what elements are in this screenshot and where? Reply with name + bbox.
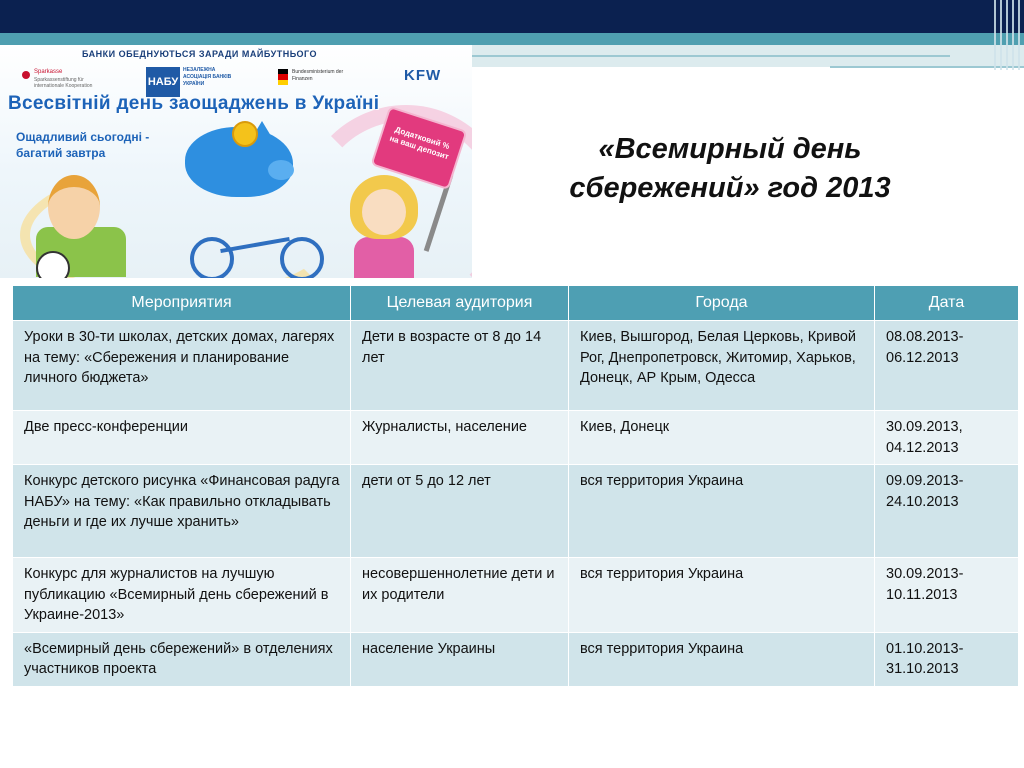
cell-event: Две пресс-конференции bbox=[13, 411, 351, 465]
sparkasse-icon bbox=[22, 71, 30, 79]
bundesministerium-logo-text: Bundesministerium der Finanzen bbox=[292, 69, 344, 82]
nabu-logo: НАБУ bbox=[146, 67, 180, 97]
sparkasse-logo-subtext: Sparkassenstiftung für internationale Kooperation bbox=[34, 77, 93, 89]
column-header-cities: Города bbox=[569, 286, 875, 321]
deposit-sign-text: Додатковий % на ваш депозит bbox=[388, 124, 451, 162]
header-line bbox=[470, 55, 950, 57]
cell-cities: вся территория Украина bbox=[569, 465, 875, 558]
cell-event: Конкурс детского рисунка «Финансовая радуга НАБУ» на тему: «Как правильно откладывать деньги и где их лучше хранить» bbox=[13, 465, 351, 558]
cell-date: 30.09.2013, 04.12.2013 bbox=[875, 411, 1019, 465]
table-row bbox=[13, 558, 1019, 633]
sparkasse-logo-text: Sparkasse bbox=[34, 69, 63, 75]
piggy-bank-snout bbox=[268, 160, 294, 180]
cell-event: «Всемирный день сбережений» в отделениях участников проекта bbox=[13, 632, 351, 686]
poster-slogan: Ощадливий сьогодні - багатий завтра bbox=[16, 130, 150, 160]
slide-title: «Всемирный день сбережений» год 2013 bbox=[569, 133, 891, 204]
cell-date: 01.10.2013-31.10.2013 bbox=[875, 632, 1019, 686]
cell-audience: население Украины bbox=[351, 632, 569, 686]
table-row bbox=[13, 411, 1019, 465]
column-header-date: Дата bbox=[875, 286, 1019, 321]
cell-audience: дети от 5 до 12 лет bbox=[351, 465, 569, 558]
coin-icon bbox=[232, 121, 258, 147]
cell-cities: Киев, Донецк bbox=[569, 411, 875, 465]
cell-cities: Киев, Вышгород, Белая Церковь, Кривой Рог, Днепропетровск, Житомир, Харьков, Донецк, АР Крым, Одесса bbox=[569, 321, 875, 411]
header-band-navy bbox=[0, 0, 1024, 33]
column-header-events: Мероприятия bbox=[13, 286, 351, 321]
header-band-teal bbox=[0, 33, 1024, 45]
sparkasse-logo bbox=[0, 63, 110, 93]
cell-cities: вся территория Украина bbox=[569, 558, 875, 633]
header-stripes bbox=[992, 0, 1024, 70]
table-row bbox=[13, 321, 1019, 411]
cell-cities: вся территория Украина bbox=[569, 632, 875, 686]
nabu-logo-text: НЕЗАЛЕЖНА АСОЦІАЦІЯ БАНКІВ УКРАЇНИ bbox=[183, 67, 232, 87]
column-header-audience: Целевая аудитория bbox=[351, 286, 569, 321]
girl-illustration bbox=[340, 175, 450, 278]
table-row bbox=[13, 465, 1019, 558]
cell-event: Уроки в 30-ти школах, детских домах, лагерях на тему: «Сбережения и планирование личного бюджета» bbox=[13, 321, 351, 411]
cell-audience: Дети в возрасте от 8 до 14 лет bbox=[351, 321, 569, 411]
cell-date: 09.09.2013-24.10.2013 bbox=[875, 465, 1019, 558]
soccer-ball-icon bbox=[36, 251, 70, 278]
cell-date: 30.09.2013-10.11.2013 bbox=[875, 558, 1019, 633]
poster-image bbox=[0, 45, 472, 278]
table-header-row bbox=[13, 286, 1019, 321]
table-row bbox=[13, 632, 1019, 686]
cell-audience: Журналисты, население bbox=[351, 411, 569, 465]
cell-date: 08.08.2013-06.12.2013 bbox=[875, 321, 1019, 411]
german-flag-icon bbox=[278, 69, 288, 85]
bicycle-icon bbox=[190, 223, 330, 278]
cell-event: Конкурс для журналистов на лучшую публикацию «Всемирный день сбережений в Украине-2013» bbox=[13, 558, 351, 633]
poster-title: Всесвітній день заощаджень в Україні bbox=[8, 93, 380, 114]
events-table bbox=[12, 285, 1019, 687]
poster-header: БАНКИ ОБЕДНУЮТЬСЯ ЗАРАДИ МАЙБУТНЬОГО bbox=[82, 49, 318, 59]
cell-audience: несовершеннолетние дети и их родители bbox=[351, 558, 569, 633]
kfw-logo: KFW bbox=[404, 67, 442, 84]
